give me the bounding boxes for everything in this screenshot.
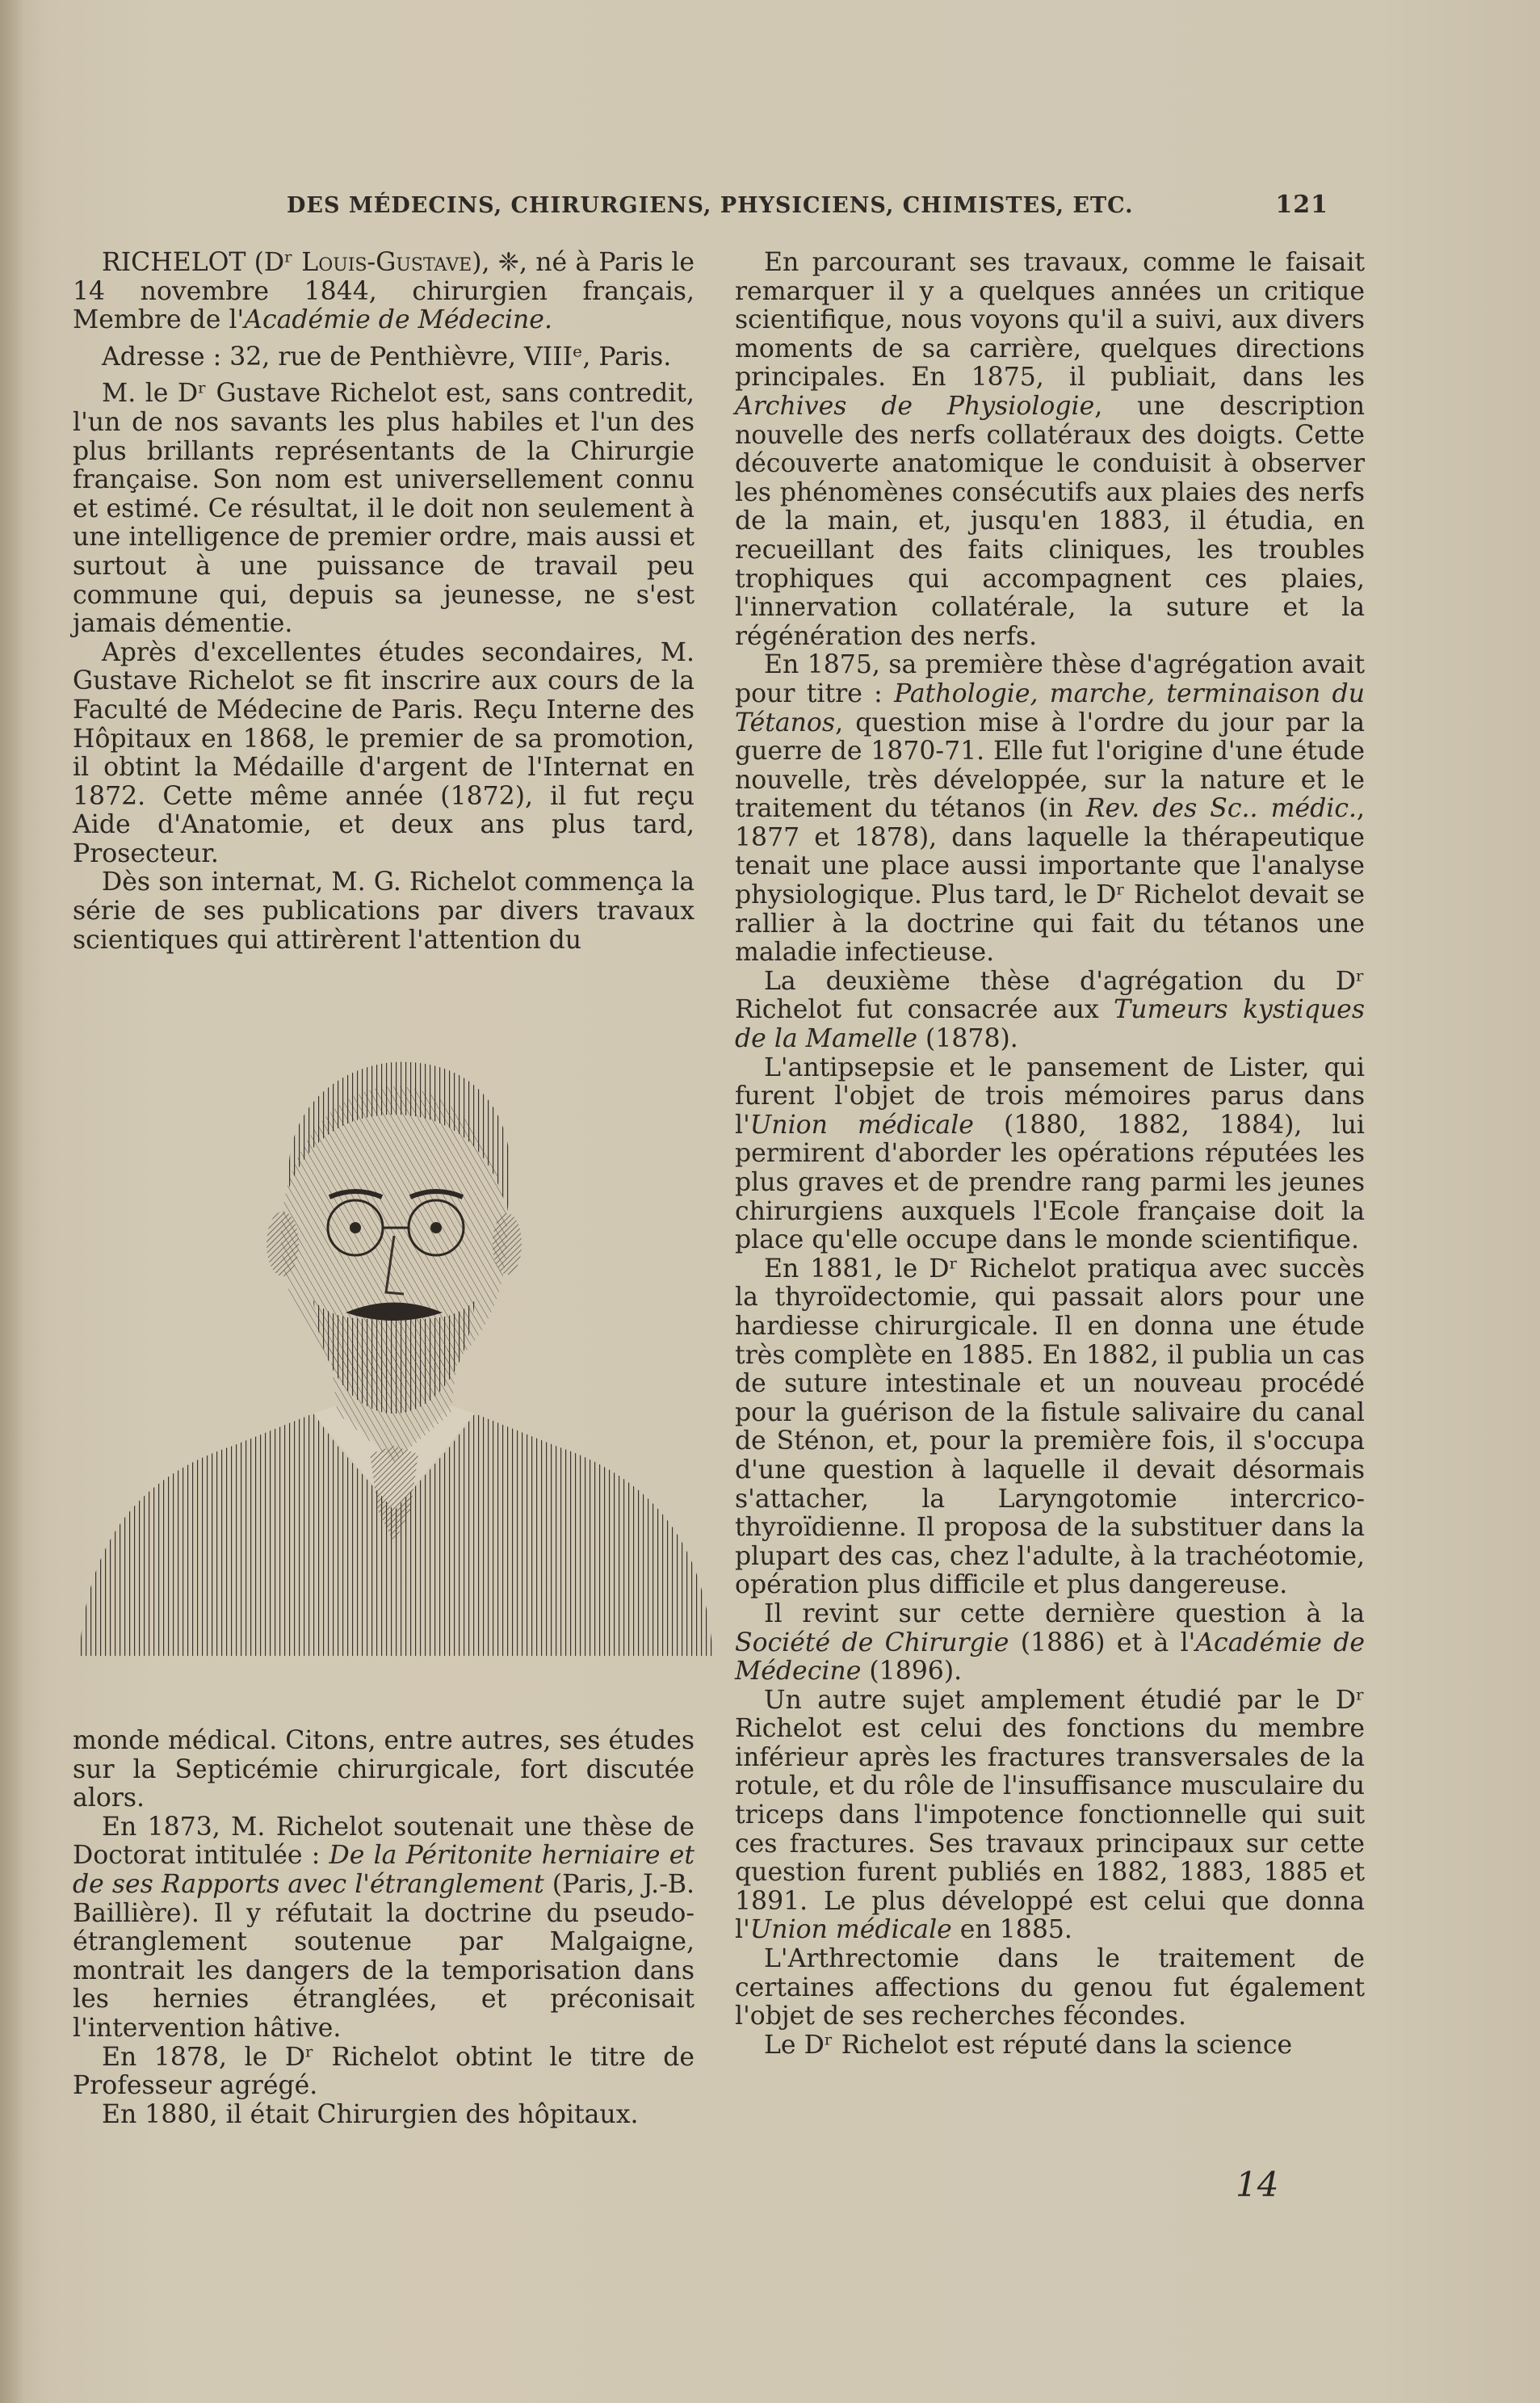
paragraph: Un autre sujet amplement étudié par le Dʳ Richelot est celui des fonctions du membre inférieur après les fractures transversales de la rotule, et du rôle de l'insuffisance musculaire du triceps dans l'impotence fonctionnelle qui suit ces fractures. Ses travaux principaux sur cette question furent publiés en 1882, 1883, 1885 et 1891. Le plus développé est celui que donna l'Union médicale en 1885. (735, 1685, 1365, 1945)
paragraph: La deuxième thèse d'agrégation du Dʳ Richelot fut consacrée aux Tumeurs kystiques de la Mamelle (1878). (735, 966, 1365, 1054)
running-header (287, 191, 1328, 219)
paragraph: L'Arthrectomie dans le traitement de certaines affections du genou fut également l'objet de ses recherches fécondes. (735, 1944, 1365, 2031)
paragraph: Le Dʳ Richelot est réputé dans la science (764, 2030, 1293, 2060)
running-title: DES MÉDECINS, CHIRURGIENS, PHYSICIENS, CHIMISTES, ETC. (287, 193, 1134, 218)
paragraph: Après d'excellentes études secondaires, M. Gustave Richelot se fit inscrire aux cours de la Faculté de Médecine de Paris. Reçu Interne des Hôpitaux en 1868, le premier de sa promotion, il obtint la Médaille d'argent de l'Internat en 1872. Cette même année (1872), il fut reçu Aide d'Anatomie, et deux ans plus tard, Prosecteur. (73, 637, 694, 868)
paragraph: M. le Dʳ Gustave Richelot est, sans contredit, l'un de nos savants les plus habiles et l'un des plus brillants représentants de la Chirurgie française. Son nom est universellement connu et estimé. Ce résultat, il le doit non seulement à une intelligence de premier ordre, mais aussi et surtout à une puissance de travail peu commune qui, depuis sa jeunesse, ne s'est jamais démentie. (73, 379, 694, 639)
paragraph: En 1875, sa première thèse d'agrégation avait pour titre : Pathologie, marche, terminaison du Tétanos, question mise à l'ordre du jour par la guerre de 1870-71. Elle fut l'origine d'une étude nouvelle, très développée, sur la nature et le traitement du tétanos (in Rev. des Sc.. médic., 1877 et 1878), dans laquelle la thérapeutique tenait une place aussi importante que l'analyse physiologique. Plus tard, le Dʳ Richelot devait se rallier à la doctrine qui fait du tétanos une maladie infectieuse. (735, 650, 1366, 968)
paragraph: Dès son internat, M. G. Richelot commença la série de ses publications par divers travaux scientiques qui attirèrent l'attention du (73, 868, 694, 955)
portrait-engraving (71, 1026, 717, 1672)
paragraph: En 1881, le Dʳ Richelot pratiqua avec succès la thyroïdectomie, qui passait alors pour une hardiesse chirurgicale. Il en donna une étude très complète en 1885. En 1882, il publia un cas de suture intestinale et un nouveau procédé pour la guérison de la fistule salivaire du canal de Sténon, et, pour la première fois, il s'occupa d'une question à laquelle il devait désormais s'attacher, la Laryngotomie intercrico-thyroïdienne. Il proposa de la substituer dans la plupart des cas, chez l'adulte, à la trachéotomie, opération plus difficile et plus dangereuse. (735, 1254, 1365, 1600)
paragraph: monde médical. Citons, entre autres, ses études sur la Septicémie chirurgicale, fort discutée alors. (73, 1726, 694, 1813)
address: Adresse : 32, rue de Penthièvre, VIIIᵉ, Paris. (102, 342, 672, 372)
left-column-continued (73, 1727, 694, 2129)
signature-mark: 14 (1236, 2165, 1279, 2204)
paragraph: L'antipsepsie et le pansement de Lister, qui furent l'objet de trois mémoires parus dans l'Union médicale (1880, 1882, 1884), lui permirent d'aborder les opérations réputées les plus graves et de prendre rang parmi les jeunes chirurgiens auxquels l'Ecole française doit la place qu'elle occupe dans le monde scientifique. (735, 1052, 1365, 1255)
paragraph: En parcourant ses travaux, comme le faisait remarquer il y a quelques années un critique scientifique, nous voyons qu'il a suivi, aux divers moments de sa carrière, quelques directions principales. En 1875, il publiait, dans les Archives de Physiologie, une description nouvelle des nerfs collatéraux des doigts. Cette découverte anatomique le conduisit à observer les phénomènes consécutifs aux plaies des nerfs de la main, et, jusqu'en 1883, il étudia, en recueillant des faits cliniques, les troubles trophiques qui accompagnent ces plaies, l'innervation collatérale, la suture et la régénération des nerfs. (735, 248, 1365, 651)
right-column (735, 249, 1365, 2060)
paragraph: En 1878, le Dʳ Richelot obtint le titre de Professeur agrégé. (73, 2042, 694, 2101)
page-number: 121 (1275, 191, 1328, 219)
entry-heading: RICHELOT (Dʳ Louis-Gustave), ❈, né à Paris le 14 novembre 1844, chirurgien français, Membre de l'Académie de Médecine. (73, 248, 694, 335)
paragraph: En 1880, il était Chirurgien des hôpitaux. (102, 2099, 639, 2129)
paragraph: En 1873, M. Richelot soutenait une thèse de Doctorat intitulée : De la Péritonite herniaire et de ses Rapports avec l'étranglement (Paris, J.-B. Baillière). Il y réfutait la doctrine du pseudo-étranglement soutenue par Malgaigne, montrait les dangers de la temporisation dans les hernies étranglées, et préconisait l'intervention hâtive. (73, 1812, 694, 2043)
paragraph: Il revint sur cette dernière question à la Société de Chirurgie (1886) et à l'Académie de Médecine (1896). (735, 1598, 1366, 1687)
left-column (73, 249, 694, 955)
